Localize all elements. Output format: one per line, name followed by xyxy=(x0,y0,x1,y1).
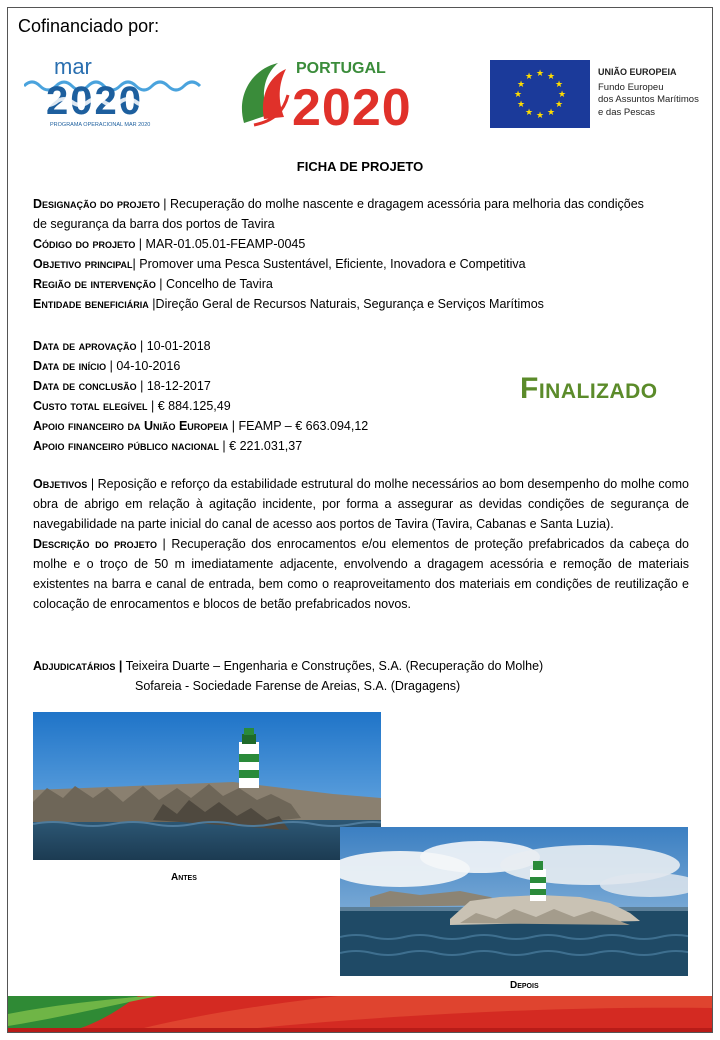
mar-logo-caption: PROGRAMA OPERACIONAL MAR 2020 xyxy=(50,122,151,128)
designation-value-2: de segurança da barra dos portos de Tavira xyxy=(33,217,275,231)
objectives-description xyxy=(33,474,689,614)
contractors-label: Adjudicatários xyxy=(33,659,116,673)
svg-text:★: ★ xyxy=(524,72,534,82)
footer-stripe xyxy=(8,996,712,1032)
caption-before: Antes xyxy=(171,872,197,883)
svg-text:★: ★ xyxy=(557,90,567,100)
contractor-2: Sofareia - Sociedade Farense de Areias, S.A. (Dragagens) xyxy=(135,679,461,693)
cost-row: Custo total elegível | € 884.125,49 xyxy=(33,399,231,413)
start-value: 04-10-2016 xyxy=(116,359,181,373)
entity-value: Direção Geral de Recursos Naturais, Segurança e Serviços Marítimos xyxy=(155,297,544,311)
contractor-row-1: Adjudicatários | Teixeira Duarte – Engenharia e Construções, S.A. (Recuperação do Molhe) xyxy=(33,659,544,673)
eu-support-label: Apoio financeiro da União Europeia xyxy=(33,419,229,433)
eu-support-value: FEAMP – € 663.094,12 xyxy=(238,419,369,433)
svg-text:★: ★ xyxy=(516,80,526,90)
svg-text:★: ★ xyxy=(535,69,545,79)
region-value: Concelho de Tavira xyxy=(166,277,273,291)
objective-value: Promover uma Pesca Sustentável, Eficiente, Inovadora e Competitiva xyxy=(139,257,526,271)
page-title: FICHA DE PROJETO xyxy=(296,159,424,174)
national-support-row: Apoio financeiro público nacional | € 221.031,37 xyxy=(33,439,303,453)
mar-logo-year: 2020 xyxy=(46,79,143,123)
eu-fund-text xyxy=(598,66,699,119)
svg-text:★: ★ xyxy=(524,108,534,118)
entity-row: Entidade beneficiária |Direção Geral de Recursos Naturais, Segurança e Serviços Marítimos xyxy=(33,297,544,311)
contractor-row-2 xyxy=(33,676,689,696)
portugal-logo-word: PORTUGAL xyxy=(296,60,386,77)
mar2020-logo xyxy=(24,52,204,132)
financial-info xyxy=(33,336,453,456)
svg-text:★: ★ xyxy=(554,100,564,110)
objectives-paragraph: Objetivos | Reposição e reforço da estabilidade estrutural do molhe necessários ao bom desempenho do molhe como obra de abrigo em relação à agitação incidente, por forma a assegurar as devidas condições de segurança de navegabilidade na parte inicial do canal de acesso aos portos de Tavira (Tavira, Cabanas e Santa Luzia). xyxy=(33,477,689,531)
national-support-label: Apoio financeiro público nacional xyxy=(33,439,219,453)
designation-label: Designação do projeto xyxy=(33,197,160,211)
project-info xyxy=(33,194,689,314)
approval-value: 10-01-2018 xyxy=(146,339,211,353)
objective-row: Objetivo principal| Promover uma Pesca Sustentável, Eficiente, Inovadora e Competitiva xyxy=(33,257,526,271)
description-paragraph: Descrição do projeto | Recuperação dos enrocamentos e/ou elementos de proteção prefabricados da cabeça do molhe e o troço de 50 m imediatamente adjacente, envolvendo a dragagem acessória e remoção de materiais existentes na barra e canal de entrada, bem como o reaproveitamento dos materiais em condições de reutilização e colocação de enrocamentos e blocos de betão prefabricados novos. xyxy=(33,537,689,611)
eu-support-row: Apoio financeiro da União Europeia | FEAMP – € 663.094,12 xyxy=(33,419,369,433)
description-text: Recuperação dos enrocamentos e/ou elementos de proteção prefabricados da cabeça do molhe e o troço de 50 m imediatamente adjacente, envolvendo a dragagem acessória e remoção de materiais existentes na barra e canal de entrada, bem como o reaproveitamento dos materiais em condições de reutilização e colocação de enrocamentos e blocos de betão prefabricados novos. xyxy=(33,537,689,611)
svg-text:★: ★ xyxy=(546,72,556,82)
objectives-label: Objetivos xyxy=(33,477,88,491)
eu-flag-logo xyxy=(490,60,590,128)
end-value: 18-12-2017 xyxy=(146,379,211,393)
cost-label: Custo total elegível xyxy=(33,399,148,413)
mar-logo-word: mar xyxy=(54,54,92,79)
cofinanced-label: Cofinanciado por: xyxy=(18,16,160,36)
svg-text:★: ★ xyxy=(546,108,556,118)
approval-row: Data de aprovação | 10-01-2018 xyxy=(33,339,211,353)
contractor-1: Teixeira Duarte – Engenharia e Construções, S.A. (Recuperação do Molhe) xyxy=(125,659,544,673)
photo-before xyxy=(33,712,381,860)
code-label: Código do projeto xyxy=(33,237,136,251)
region-label: Região de intervenção xyxy=(33,277,156,291)
description-label: Descrição do projeto xyxy=(33,537,157,551)
start-row: Data de início | 04-10-2016 xyxy=(33,359,181,373)
designation-value-1: Recuperação do molhe nascente e dragagem acessória para melhoria das condições xyxy=(170,197,644,211)
svg-text:★: ★ xyxy=(516,100,526,110)
portugal-logo-year: 2020 xyxy=(292,79,412,130)
code-row: Código do projeto | MAR-01.05.01-FEAMP-0045 xyxy=(33,237,306,251)
eu-line2: dos Assuntos Marítimos xyxy=(598,94,699,105)
caption-after: Depois xyxy=(510,980,539,991)
entity-label: Entidade beneficiária xyxy=(33,297,149,311)
svg-text:★: ★ xyxy=(513,90,523,100)
photo-after xyxy=(340,827,688,976)
eu-line1: Fundo Europeu xyxy=(598,81,664,93)
svg-text:★: ★ xyxy=(535,111,545,121)
eu-title: UNIÃO EUROPEIA xyxy=(598,67,677,77)
svg-text:★: ★ xyxy=(554,80,564,90)
objectives-text: Reposição e reforço da estabilidade estrutural do molhe necessários ao bom desempenho do molhe como obra de abrigo em relação à agitação incidente, por forma a assegurar as devidas condições de segurança de navegabilidade na parte inicial do canal de acesso aos portos de Tavira (Tavira, Cabanas e Santa Luzia). xyxy=(33,477,689,531)
region-row: Região de intervenção | Concelho de Tavira xyxy=(33,277,273,291)
objective-label: Objetivo principal xyxy=(33,257,133,271)
end-row: Data de conclusão | 18-12-2017 xyxy=(33,379,211,393)
designation-row: Designação do projeto | Recuperação do molhe nascente e dragagem acessória para melhoria das condições de segurança da barra dos portos de Tavira xyxy=(33,194,689,234)
start-label: Data de início xyxy=(33,359,107,373)
portugal2020-logo xyxy=(234,55,454,130)
cost-value: € 884.125,49 xyxy=(157,399,231,413)
eu-line3: e das Pescas xyxy=(598,106,656,118)
national-support-value: € 221.031,37 xyxy=(229,439,303,453)
end-label: Data de conclusão xyxy=(33,379,137,393)
contractors xyxy=(33,656,689,696)
status-badge: Finalizado xyxy=(520,372,658,405)
code-value: MAR-01.05.01-FEAMP-0045 xyxy=(145,237,306,251)
approval-label: Data de aprovação xyxy=(33,339,137,353)
